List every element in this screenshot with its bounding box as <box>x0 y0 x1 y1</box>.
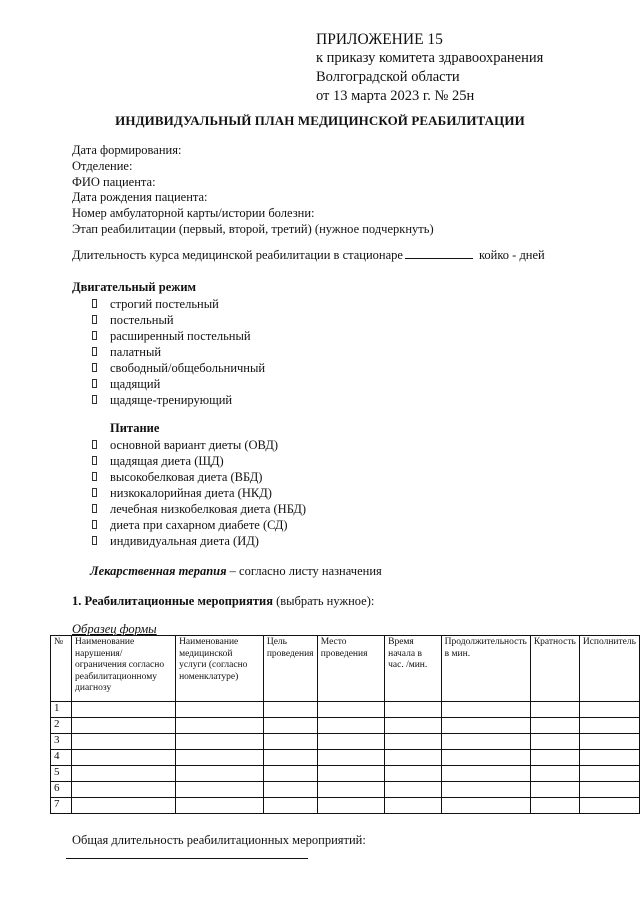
nutrition-list <box>92 437 306 549</box>
patient-fields <box>72 143 434 238</box>
table-cell[interactable] <box>72 702 176 718</box>
table-cell[interactable] <box>176 750 264 766</box>
drug-therapy-label: Лекарственная терапия <box>90 564 227 578</box>
table-cell[interactable] <box>441 798 530 814</box>
col-header-start-time: Время начала в час. /мин. <box>385 636 442 702</box>
col-header-number: № <box>51 636 72 702</box>
table-cell[interactable] <box>263 750 317 766</box>
checkbox-icon[interactable] <box>92 504 97 513</box>
table-cell[interactable] <box>579 750 639 766</box>
row-number: 4 <box>51 750 72 766</box>
table-cell[interactable] <box>530 718 579 734</box>
motor-option[interactable]: щадяще-тренирующий <box>92 392 265 408</box>
table-row <box>51 734 640 750</box>
table-cell[interactable] <box>441 718 530 734</box>
table-cell[interactable] <box>530 782 579 798</box>
diet-option[interactable]: щадящая диета (ЩД) <box>92 453 306 469</box>
table-cell[interactable] <box>176 734 264 750</box>
checkbox-icon[interactable] <box>92 440 97 449</box>
diet-option[interactable]: лечебная низкобелковая диета (НБД) <box>92 501 306 517</box>
motor-option[interactable]: строгий постельный <box>92 296 265 312</box>
rehab-table <box>50 635 640 814</box>
col-header-duration: Продолжительность в мин. <box>441 636 530 702</box>
table-cell[interactable] <box>385 750 442 766</box>
duration-label: Длительность курса медицинской реабилитации в стационаре <box>72 248 403 262</box>
table-cell[interactable] <box>530 798 579 814</box>
table-cell[interactable] <box>579 782 639 798</box>
col-header-frequency: Кратность <box>530 636 579 702</box>
diet-option[interactable]: высокобелковая диета (ВБД) <box>92 469 306 485</box>
motor-option[interactable]: расширенный постельный <box>92 328 265 344</box>
nutrition-heading: Питание <box>110 421 160 435</box>
document-title: ИНДИВИДУАЛЬНЫЙ ПЛАН МЕДИЦИНСКОЙ РЕАБИЛИТАЦИИ <box>115 113 525 128</box>
table-cell[interactable] <box>530 702 579 718</box>
table-cell[interactable] <box>579 734 639 750</box>
table-cell[interactable] <box>441 750 530 766</box>
checkbox-icon[interactable] <box>92 395 97 404</box>
motor-option[interactable]: постельный <box>92 312 265 328</box>
checkbox-icon[interactable] <box>92 472 97 481</box>
col-header-place: Место проведения <box>317 636 384 702</box>
row-number: 1 <box>51 702 72 718</box>
table-cell[interactable] <box>72 782 176 798</box>
table-row <box>51 702 640 718</box>
table-cell[interactable] <box>176 766 264 782</box>
col-header-impairment: Наименование нарушения/ограничения согласно реабилитационному диагнозу <box>72 636 176 702</box>
table-cell[interactable] <box>579 766 639 782</box>
table-cell[interactable] <box>530 750 579 766</box>
table-row <box>51 766 640 782</box>
table-cell[interactable] <box>385 766 442 782</box>
table-cell[interactable] <box>317 750 384 766</box>
checkbox-icon[interactable] <box>92 456 97 465</box>
motor-option[interactable]: щадящий <box>92 376 265 392</box>
motor-option[interactable]: свободный/общебольничный <box>92 360 265 376</box>
table-cell[interactable] <box>579 798 639 814</box>
table-cell[interactable] <box>263 718 317 734</box>
field-card-number: Номер амбулаторной карты/истории болезни: <box>72 206 315 221</box>
col-header-executor: Исполнитель <box>579 636 639 702</box>
checkbox-icon[interactable] <box>92 331 97 340</box>
duration-blank[interactable] <box>405 247 473 259</box>
table-cell[interactable] <box>263 798 317 814</box>
row-number: 6 <box>51 782 72 798</box>
table-cell[interactable] <box>263 766 317 782</box>
table-cell[interactable] <box>176 718 264 734</box>
table-cell[interactable] <box>317 766 384 782</box>
table-row <box>51 718 640 734</box>
checkbox-icon[interactable] <box>92 520 97 529</box>
diet-option[interactable]: низкокалорийная диета (НКД) <box>92 485 306 501</box>
col-header-goal: Цель проведения <box>263 636 317 702</box>
table-cell[interactable] <box>441 766 530 782</box>
table-cell[interactable] <box>385 798 442 814</box>
drug-therapy-line <box>90 564 382 579</box>
motor-option[interactable]: палатный <box>92 344 265 360</box>
table-cell[interactable] <box>176 798 264 814</box>
total-duration-blank[interactable] <box>66 858 308 859</box>
table-cell[interactable] <box>72 734 176 750</box>
table-cell[interactable] <box>317 782 384 798</box>
row-number: 7 <box>51 798 72 814</box>
table-cell[interactable] <box>317 718 384 734</box>
table-cell[interactable] <box>385 718 442 734</box>
checkbox-icon[interactable] <box>92 379 97 388</box>
row-number: 5 <box>51 766 72 782</box>
field-date: Дата формирования: <box>72 143 182 157</box>
table-row <box>51 798 640 814</box>
table-cell[interactable] <box>385 782 442 798</box>
appendix-line-3: Волгоградской области <box>316 69 460 85</box>
table-cell[interactable] <box>263 782 317 798</box>
table-cell[interactable] <box>441 734 530 750</box>
diet-option[interactable]: индивидуальная диета (ИД) <box>92 533 306 549</box>
checkbox-icon[interactable] <box>92 363 97 372</box>
checkbox-icon[interactable] <box>92 347 97 356</box>
table-cell[interactable] <box>176 782 264 798</box>
table-cell[interactable] <box>579 718 639 734</box>
rehab-measures-title: 1. Реабилитационные мероприятия <box>72 594 273 608</box>
table-cell[interactable] <box>385 734 442 750</box>
motor-regime-heading: Двигательный режим <box>72 280 197 294</box>
checkbox-icon[interactable] <box>92 299 97 308</box>
table-cell[interactable] <box>263 702 317 718</box>
table-cell[interactable] <box>317 702 384 718</box>
duration-unit: койко - дней <box>478 248 545 262</box>
table-cell[interactable] <box>317 734 384 750</box>
motor-regime-list <box>92 296 265 408</box>
rehab-measures-note: (выбрать нужное): <box>272 594 375 608</box>
appendix-line-2: к приказу комитета здравоохранения <box>316 50 544 66</box>
row-number: 3 <box>51 734 72 750</box>
table-cell[interactable] <box>72 798 176 814</box>
checkbox-icon[interactable] <box>92 536 97 545</box>
table-cell[interactable] <box>176 702 264 718</box>
diet-option[interactable]: основной вариант диеты (ОВД) <box>92 437 306 453</box>
total-duration-label: Общая длительность реабилитационных мероприятий: <box>72 833 366 847</box>
field-rehab-stage: Этап реабилитации (первый, второй, третий) (нужное подчеркнуть) <box>72 221 434 236</box>
checkbox-icon[interactable] <box>92 315 97 324</box>
appendix-header <box>316 30 543 106</box>
table-cell[interactable] <box>72 766 176 782</box>
field-department: Отделение: <box>72 158 133 173</box>
sample-form-label: Образец формы <box>72 622 157 636</box>
table-cell[interactable] <box>72 750 176 766</box>
table-cell[interactable] <box>530 734 579 750</box>
appendix-line-4: от 13 марта 2023 г. № 25н <box>316 88 475 104</box>
appendix-number: ПРИЛОЖЕНИЕ 15 <box>316 31 443 48</box>
table-row <box>51 750 640 766</box>
table-row <box>51 782 640 798</box>
diet-option[interactable]: диета при сахарном диабете (СД) <box>92 517 306 533</box>
col-header-service: Наименование медицинской услуги (согласно номенклатуре) <box>176 636 264 702</box>
table-cell[interactable] <box>72 718 176 734</box>
rehab-measures-heading <box>72 594 374 609</box>
field-birth-date: Дата рождения пациента: <box>72 190 208 205</box>
table-cell[interactable] <box>579 702 639 718</box>
row-number: 2 <box>51 718 72 734</box>
table-cell[interactable] <box>263 734 317 750</box>
field-patient-name: ФИО пациента: <box>72 174 156 189</box>
checkbox-icon[interactable] <box>92 488 97 497</box>
table-cell[interactable] <box>385 702 442 718</box>
table-cell[interactable] <box>441 702 530 718</box>
table-cell[interactable] <box>530 766 579 782</box>
drug-therapy-note: – согласно листу назначения <box>226 564 382 578</box>
table-cell[interactable] <box>317 798 384 814</box>
course-duration <box>72 247 545 263</box>
table-cell[interactable] <box>441 782 530 798</box>
table-header-row <box>51 636 640 702</box>
